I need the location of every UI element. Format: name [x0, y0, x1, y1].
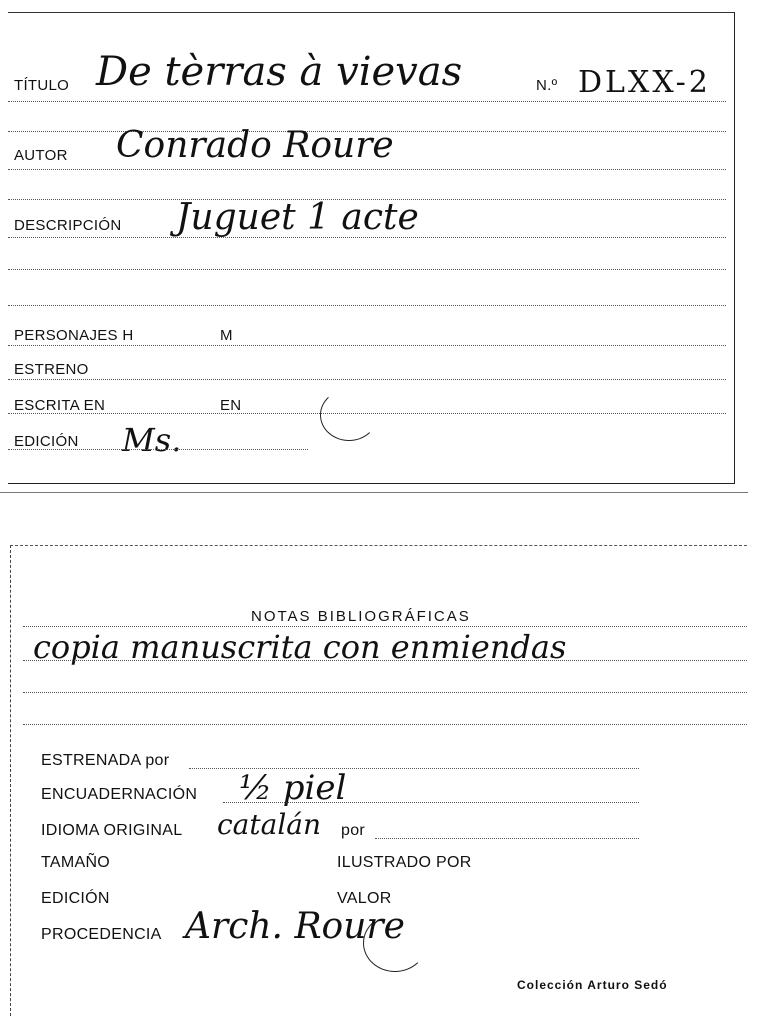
ilustrado-label: ILUSTRADO POR	[337, 854, 472, 871]
catalog-card-bottom	[10, 545, 747, 1016]
estrenada-label: ESTRENADA por	[41, 752, 170, 769]
edicion-value: Ms.	[122, 421, 182, 459]
notas-rule-3	[23, 692, 747, 693]
idioma-por-label: por	[341, 822, 366, 839]
descripcion-rule	[8, 237, 726, 238]
notas-rule-4	[23, 724, 747, 725]
encuadernacion-value: ½ piel	[239, 768, 347, 808]
idioma-value: catalán	[217, 808, 322, 841]
descripcion-value: Juguet 1 acte	[176, 197, 419, 238]
blank-rule-4	[8, 305, 726, 306]
autor-rule	[8, 169, 726, 170]
idioma-label: IDIOMA ORIGINAL	[41, 822, 183, 839]
edicion2-label: EDICIÓN	[41, 890, 110, 907]
card-separator	[0, 492, 748, 493]
titulo-label: TÍTULO	[14, 77, 70, 94]
catalog-card-top	[8, 12, 735, 484]
notas-rule-2	[23, 660, 747, 661]
personajes-rule	[8, 345, 726, 346]
numero-label: N.º	[536, 77, 558, 94]
procedencia-value: Arch. Roure	[185, 906, 405, 947]
titulo-rule	[8, 101, 726, 102]
tamano-label: TAMAÑO	[41, 854, 111, 871]
encuadernacion-rule	[223, 802, 639, 803]
notas-heading: NOTAS BIBLIOGRÁFICAS	[251, 608, 471, 625]
numero-value: DLXX-2	[578, 65, 711, 100]
idioma-rule	[375, 838, 639, 839]
blank-rule-3	[8, 269, 726, 270]
personajes-label: PERSONAJES H	[14, 327, 134, 344]
notas-value: copia manuscrita con enmiendas	[33, 628, 567, 666]
escrita-en-label: EN	[220, 397, 242, 414]
descripcion-label: DESCRIPCIÓN	[14, 217, 122, 234]
stamp-circle	[320, 389, 378, 441]
edicion-label: EDICIÓN	[14, 433, 79, 450]
valor-label: VALOR	[337, 890, 392, 907]
escrita-label: ESCRITA EN	[14, 397, 106, 414]
titulo-value: De tèrras à vievas	[96, 49, 463, 95]
autor-label: AUTOR	[14, 147, 68, 164]
encuadernacion-label: ENCUADERNACIÓN	[41, 786, 198, 803]
estreno-label: ESTRENO	[14, 361, 89, 378]
notas-rule-1	[23, 626, 747, 627]
estreno-rule	[8, 379, 726, 380]
personajes-m-label: M	[220, 327, 233, 344]
autor-value: Conrado Roure	[116, 125, 394, 166]
collection-footer: Colección Arturo Sedó	[517, 978, 668, 992]
stamp-circle-2	[363, 914, 427, 972]
edicion-rule	[8, 449, 308, 450]
procedencia-label: PROCEDENCIA	[41, 926, 162, 943]
